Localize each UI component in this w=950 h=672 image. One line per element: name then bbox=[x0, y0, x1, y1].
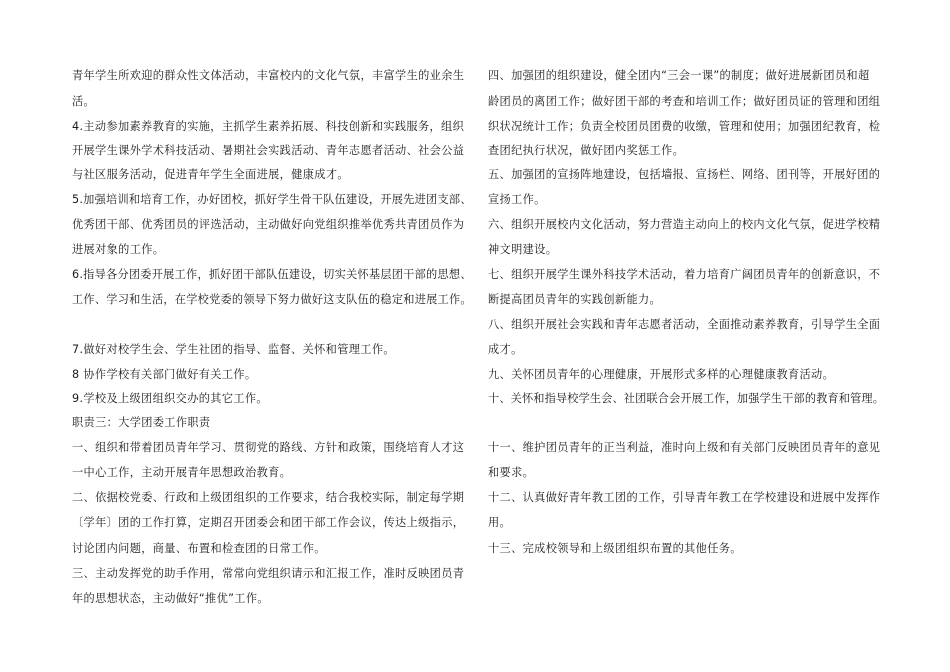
text-line: 四、加强团的组织建设，健全团内“三会一课”的制度；做好进展新团员和超 bbox=[488, 69, 870, 82]
text-line: 〔学年〕团的工作打算，定期召开团委会和团干部工作会议，传达上级指示， bbox=[72, 516, 465, 529]
text-line: 优秀团干部、优秀团员的评选活动，主动做好向党组织推举优秀共青团员作为 bbox=[72, 218, 465, 231]
text-line: 十二、认真做好青年教工团的工作，引导青年教工在学校建设和进展中发挥作 bbox=[488, 491, 881, 504]
text-line: 9.学校及上级团组织交办的其它工作。 bbox=[72, 392, 268, 405]
text-line: 九、关怀团员青年的心理健康，开展形式多样的心理健康教育活动。 bbox=[488, 368, 835, 381]
text-line: 工作、学习和生活，在学校党委的领导下努力做好这支队伍的稳定和进展工作。 bbox=[72, 293, 472, 306]
text-line: 十三、完成校领导和上级团组织布置的其他任务。 bbox=[488, 542, 742, 555]
text-line: 断提高团员青年的实践创新能力。 bbox=[488, 293, 662, 306]
text-line: 七、组织开展学生课外科技学术活动，着力培育广阔团员青年的创新意识，不 bbox=[488, 268, 881, 281]
text-line: 年的思想状态，主动做好“推优”工作。 bbox=[72, 592, 269, 605]
text-line: 八、组织开展社会实践和青年志愿者活动，全面推动素养教育，引导学生全面 bbox=[488, 318, 881, 331]
text-line: 和要求。 bbox=[488, 466, 535, 479]
text-line: 三、主动发挥党的助手作用，常常向党组织请示和汇报工作，准时反映团员青 bbox=[72, 567, 465, 580]
text-line: 一、组织和带着团员青年学习、贯彻党的路线、方针和政策，围绕培育人才这 bbox=[72, 441, 465, 454]
text-line: 龄团员的离团工作；做好团干部的考查和培训工作；做好团员证的管理和团组 bbox=[488, 95, 881, 108]
text-line: 十一、维护团员青年的正当利益，准时向上级和有关部门反映团员青年的意见 bbox=[488, 441, 881, 454]
text-line: 神文明建设。 bbox=[488, 243, 558, 256]
text-line: 查团纪执行状况，做好团内奖惩工作。 bbox=[488, 144, 685, 157]
text-line: 6.指导各分团委开展工作，抓好团干部队伍建设，切实关怀基层团干部的思想、 bbox=[72, 268, 472, 281]
text-line: 活。 bbox=[72, 95, 96, 108]
text-line: 十、关怀和指导校学生会、社团联合会开展工作，加强学生干部的教育和管理。 bbox=[488, 392, 885, 405]
text-line: 与社区服务活动，促进青年学生全面进展，健康成才。 bbox=[72, 168, 349, 181]
text-line: 青年学生所欢迎的群众性文体活动，丰富校内的文化气氛，丰富学生的业余生 bbox=[72, 69, 465, 82]
text-line: 五、加强团的宣扬阵地建设，包括墙报、宣扬栏、网络、团刊等，开展好团的 bbox=[488, 168, 881, 181]
text-line: 讨论团内问题，商量、布置和检查团的日常工作。 bbox=[72, 542, 326, 555]
text-line: 织状况统计工作；负责全校团员团费的收缴，管理和使用；加强团纪教育，检 bbox=[488, 120, 881, 133]
text-line: 7.做好对校学生会、学生社团的指导、监督、关怀和管理工作。 bbox=[72, 343, 395, 356]
text-line: 二、依据校党委、行政和上级团组织的工作要求，结合我校实际，制定每学期 bbox=[72, 491, 465, 504]
text-line: 5.加强培训和培育工作，办好团校，抓好学生骨干队伍建设，开展先进团支部、 bbox=[72, 193, 472, 206]
text-line: 用。 bbox=[488, 516, 512, 529]
text-line: 一中心工作，主动开展青年思想政治教育。 bbox=[72, 466, 292, 479]
text-line: 开展学生课外学术科技活动、暑期社会实践活动、青年志愿者活动、社会公益 bbox=[72, 144, 465, 157]
text-line: 六、组织开展校内文化活动，努力营造主动向上的校内文化气氛，促进学校精 bbox=[488, 218, 881, 231]
text-line: 成才。 bbox=[488, 343, 523, 356]
text-line: 进展对象的工作。 bbox=[72, 243, 165, 256]
text-line: 8 协作学校有关部门做好有关工作。 bbox=[72, 368, 257, 381]
section-heading: 职责三：大学团委工作职责 bbox=[72, 416, 211, 429]
text-line: 宣扬工作。 bbox=[488, 193, 546, 206]
text-line: 4.主动参加素养教育的实施，主抓学生素养拓展、科技创新和实践服务，组织 bbox=[72, 120, 465, 133]
